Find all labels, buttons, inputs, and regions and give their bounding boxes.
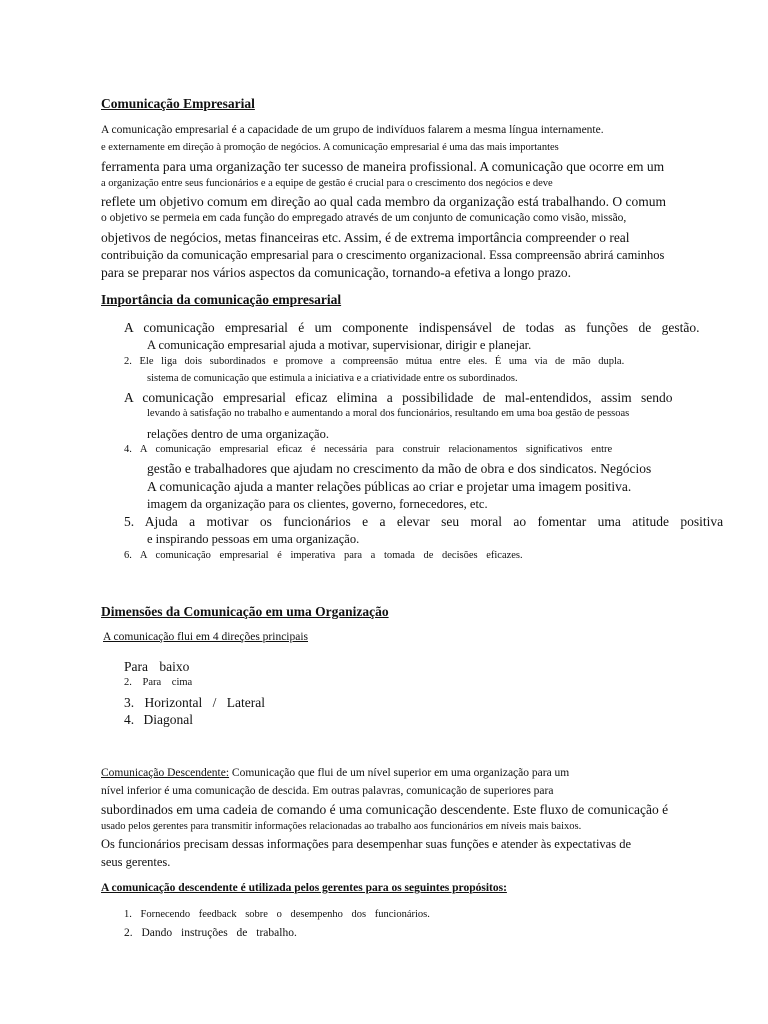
list-item: 4. A comunicação empresarial eficaz é necessária para construir relacionamentos significativos entre: [124, 444, 613, 455]
paragraph-line: A comunicação empresarial é a capacidade de um grupo de indivíduos falarem a mesma língua internamente.: [101, 124, 604, 136]
paragraph-line: ferramenta para uma organização ter sucesso de maneira profissional. A comunicação que ocorre em um: [101, 159, 665, 174]
paragraph-line: reflete um objetivo comum em direção ao qual cada membro da organização está trabalhando. O comum: [101, 194, 667, 209]
section-heading-importancia: Importância da comunicação empresarial: [101, 292, 342, 307]
direction-item: 3. Horizontal / Lateral: [124, 695, 265, 710]
paragraph-line: objetivos de negócios, metas financeiras etc. Assim, é de extrema importância compreender o real: [101, 230, 630, 245]
direction-item: Para baixo: [124, 659, 190, 674]
list-item: 6. A comunicação empresarial é imperativa para a tomada de decisões eficazes.: [124, 550, 523, 561]
list-item: A comunicação ajuda a manter relações públicas ao criar e projetar uma imagem positiva.: [147, 479, 632, 494]
paragraph-line: e externamente em direção à promoção de negócios. A comunicação empresarial é uma das mais importantes: [101, 142, 559, 153]
section-heading-comunicacao-empresarial: Comunicação Empresarial: [101, 96, 255, 111]
list-item: A comunicação empresarial eficaz elimina a possibilidade de mal-entendidos, assim sendo: [124, 390, 673, 405]
purposes-heading: A comunicação descendente é utilizada pelos gerentes para os seguintes propósitos:: [101, 882, 507, 894]
list-item: A comunicação empresarial ajuda a motivar, supervisionar, dirigir e planejar.: [147, 338, 532, 352]
list-item: gestão e trabalhadores que ajudam no crescimento da mão de obra e dos sindicatos. Negócios: [147, 461, 652, 476]
direction-item: 4. Diagonal: [124, 712, 193, 727]
list-item: levando à satisfação no trabalho e aumentando a moral dos funcionários, resultando em uma boa gestão de pessoas: [147, 408, 630, 419]
list-item: 5. Ajuda a motivar os funcionários e a elevar seu moral ao fomentar uma atitude positiva: [124, 514, 724, 529]
purpose-item: 1. Fornecendo feedback sobre o desempenho dos funcionários.: [124, 909, 430, 920]
section-subheading: A comunicação flui em 4 direções principais: [103, 631, 309, 643]
paragraph-line: [101, 768, 569, 780]
list-item: 2. Ele liga dois subordinados e promove a compreensão mútua entre eles. É uma via de mão dupla.: [124, 356, 625, 367]
paragraph-line: usado pelos gerentes para transmitir informações relacionadas ao trabalho aos funcionários em níveis mais baixos.: [101, 821, 582, 832]
list-item: sistema de comunicação que estimula a iniciativa e a criatividade entre os subordinados.: [147, 373, 518, 384]
paragraph-line: contribuição da comunicação empresarial para o crescimento organizacional. Essa compreensão abrirá caminhos: [101, 248, 665, 262]
paragraph-line: para se preparar nos vários aspectos da comunicação, tornando-a efetiva a longo prazo.: [101, 265, 572, 280]
list-item: imagem da organização para os clientes, governo, fornecedores, etc.: [147, 497, 488, 511]
section-heading-dimensoes: Dimensões da Comunicação em uma Organização: [101, 604, 389, 619]
purpose-item: 2. Dando instruções de trabalho.: [124, 927, 297, 939]
list-item: A comunicação empresarial é um componente indispensável de todas as funções de gestão.: [124, 320, 700, 335]
paragraph-line-text: Comunicação que flui de um nível superior em uma organização para um: [229, 767, 570, 779]
list-item: relações dentro de uma organização.: [147, 427, 329, 441]
paragraph-line: o objetivo se permeia em cada função do empregado através de um conjunto de comunicação como visão, missão,: [101, 212, 627, 224]
paragraph-line: seus gerentes.: [101, 855, 171, 869]
direction-item: 2. Para cima: [124, 677, 193, 688]
paragraph-line: subordinados em uma cadeia de comando é uma comunicação descendente. Este fluxo de comunicação é: [101, 802, 669, 817]
term-comunicacao-descendente: Comunicação Descendente:: [101, 767, 230, 779]
paragraph-line: a organização entre seus funcionários e a equipe de gestão é crucial para o crescimento dos negócios e deve: [101, 178, 553, 189]
list-item: e inspirando pessoas em uma organização.: [147, 532, 360, 546]
paragraph-line: Os funcionários precisam dessas informações para desempenhar suas funções e atender às expectativas de: [101, 837, 631, 851]
paragraph-line: nível inferior é uma comunicação de descida. Em outras palavras, comunicação de superiores para: [101, 785, 554, 797]
